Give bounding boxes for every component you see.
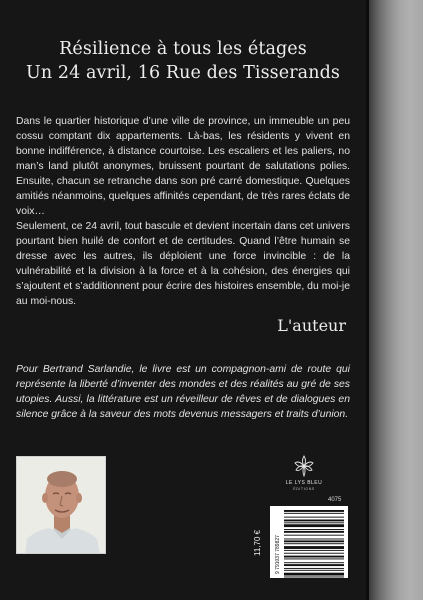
spine-edge — [366, 0, 369, 600]
isbn-barcode — [270, 506, 348, 578]
barcode-bar — [284, 562, 344, 563]
barcode-bar — [284, 543, 344, 544]
publisher-name: LE LYS BLEU — [285, 480, 323, 486]
isbn-digits: 9 791037 789827 — [275, 535, 281, 574]
summary-paragraph: Seulement, ce 24 avril, tout bascule et devient incertain dans cet univers pourtant bien huilé de confort et de certitudes. Quand l’être humain se dresse avec les autres, ils déploient une force invincible : de la vulnérabilité et la division à la force et à la cohésion, des énergies qui s’ajoutent et s’additionnent pour écrire des histoires ensemble, du moi-je au moi-nous. — [16, 221, 350, 307]
barcode-bar — [284, 524, 344, 527]
barcode-bar — [284, 573, 344, 576]
author-portrait — [16, 456, 106, 554]
barcode-bar — [284, 540, 344, 542]
barcode-bar — [284, 558, 344, 559]
barcode-bar — [284, 513, 344, 514]
book-code: 4075 — [328, 497, 342, 503]
book-title: Résilience à tous les étages — [59, 39, 307, 59]
book-spine — [366, 0, 423, 600]
barcode-bar — [284, 520, 344, 522]
barcode-bar — [284, 510, 344, 512]
barcode-bar — [284, 553, 344, 554]
lily-flower-icon — [294, 455, 314, 477]
barcode-bar — [284, 531, 344, 533]
barcode-bar — [284, 570, 344, 571]
barcode-bar — [284, 529, 344, 530]
barcode-bar — [284, 568, 344, 569]
publisher-subtitle: ÉDITIONS — [293, 487, 315, 491]
barcode-bar — [284, 577, 344, 578]
barcode-bar — [284, 535, 344, 536]
author-heading: L'auteur — [277, 316, 346, 335]
barcode-bar — [284, 550, 344, 551]
summary-paragraph: Dans le quartier historique d’une ville de province, un immeuble un peu cossu comptant dix appartements. Là-bas, les résidents y vivent en bonne indifférence, à distance courtoise. Les escaliers et les paliers, no man’s land plutôt anonymes, bruissent pourtant de salutations polies. Ensuite, chacun se retranche dans son pré carré domestique. Quelques amitiés néanmoins, quelques affinités cependant, de très rares éclats de voix… — [16, 116, 350, 217]
publisher-logo — [282, 455, 326, 491]
barcode-graphic — [270, 506, 348, 578]
price-label: 11,70 € — [253, 529, 262, 556]
author-bio: Pour Bertrand Sarlandie, le livre est un compagnon-ami de route qui représente la liberté d’inventer des mondes et des réalités au gré de ses utopies. Aussi, la littérature est un réveilleur de rêves et de dialogues en silence grâce à la saveur des mots devenus messagers et traits d’union. — [16, 364, 350, 420]
barcode-bar — [284, 564, 344, 566]
barcode-bar — [284, 546, 344, 549]
portrait-image — [17, 457, 106, 554]
barcode-bar — [284, 517, 344, 518]
book-summary — [16, 114, 350, 309]
barcode-bar — [284, 522, 344, 523]
barcode-bar — [284, 539, 344, 540]
barcode-bar — [284, 556, 344, 558]
book-subtitle: Un 24 avril, 16 Rue des Tisserands — [26, 63, 340, 83]
